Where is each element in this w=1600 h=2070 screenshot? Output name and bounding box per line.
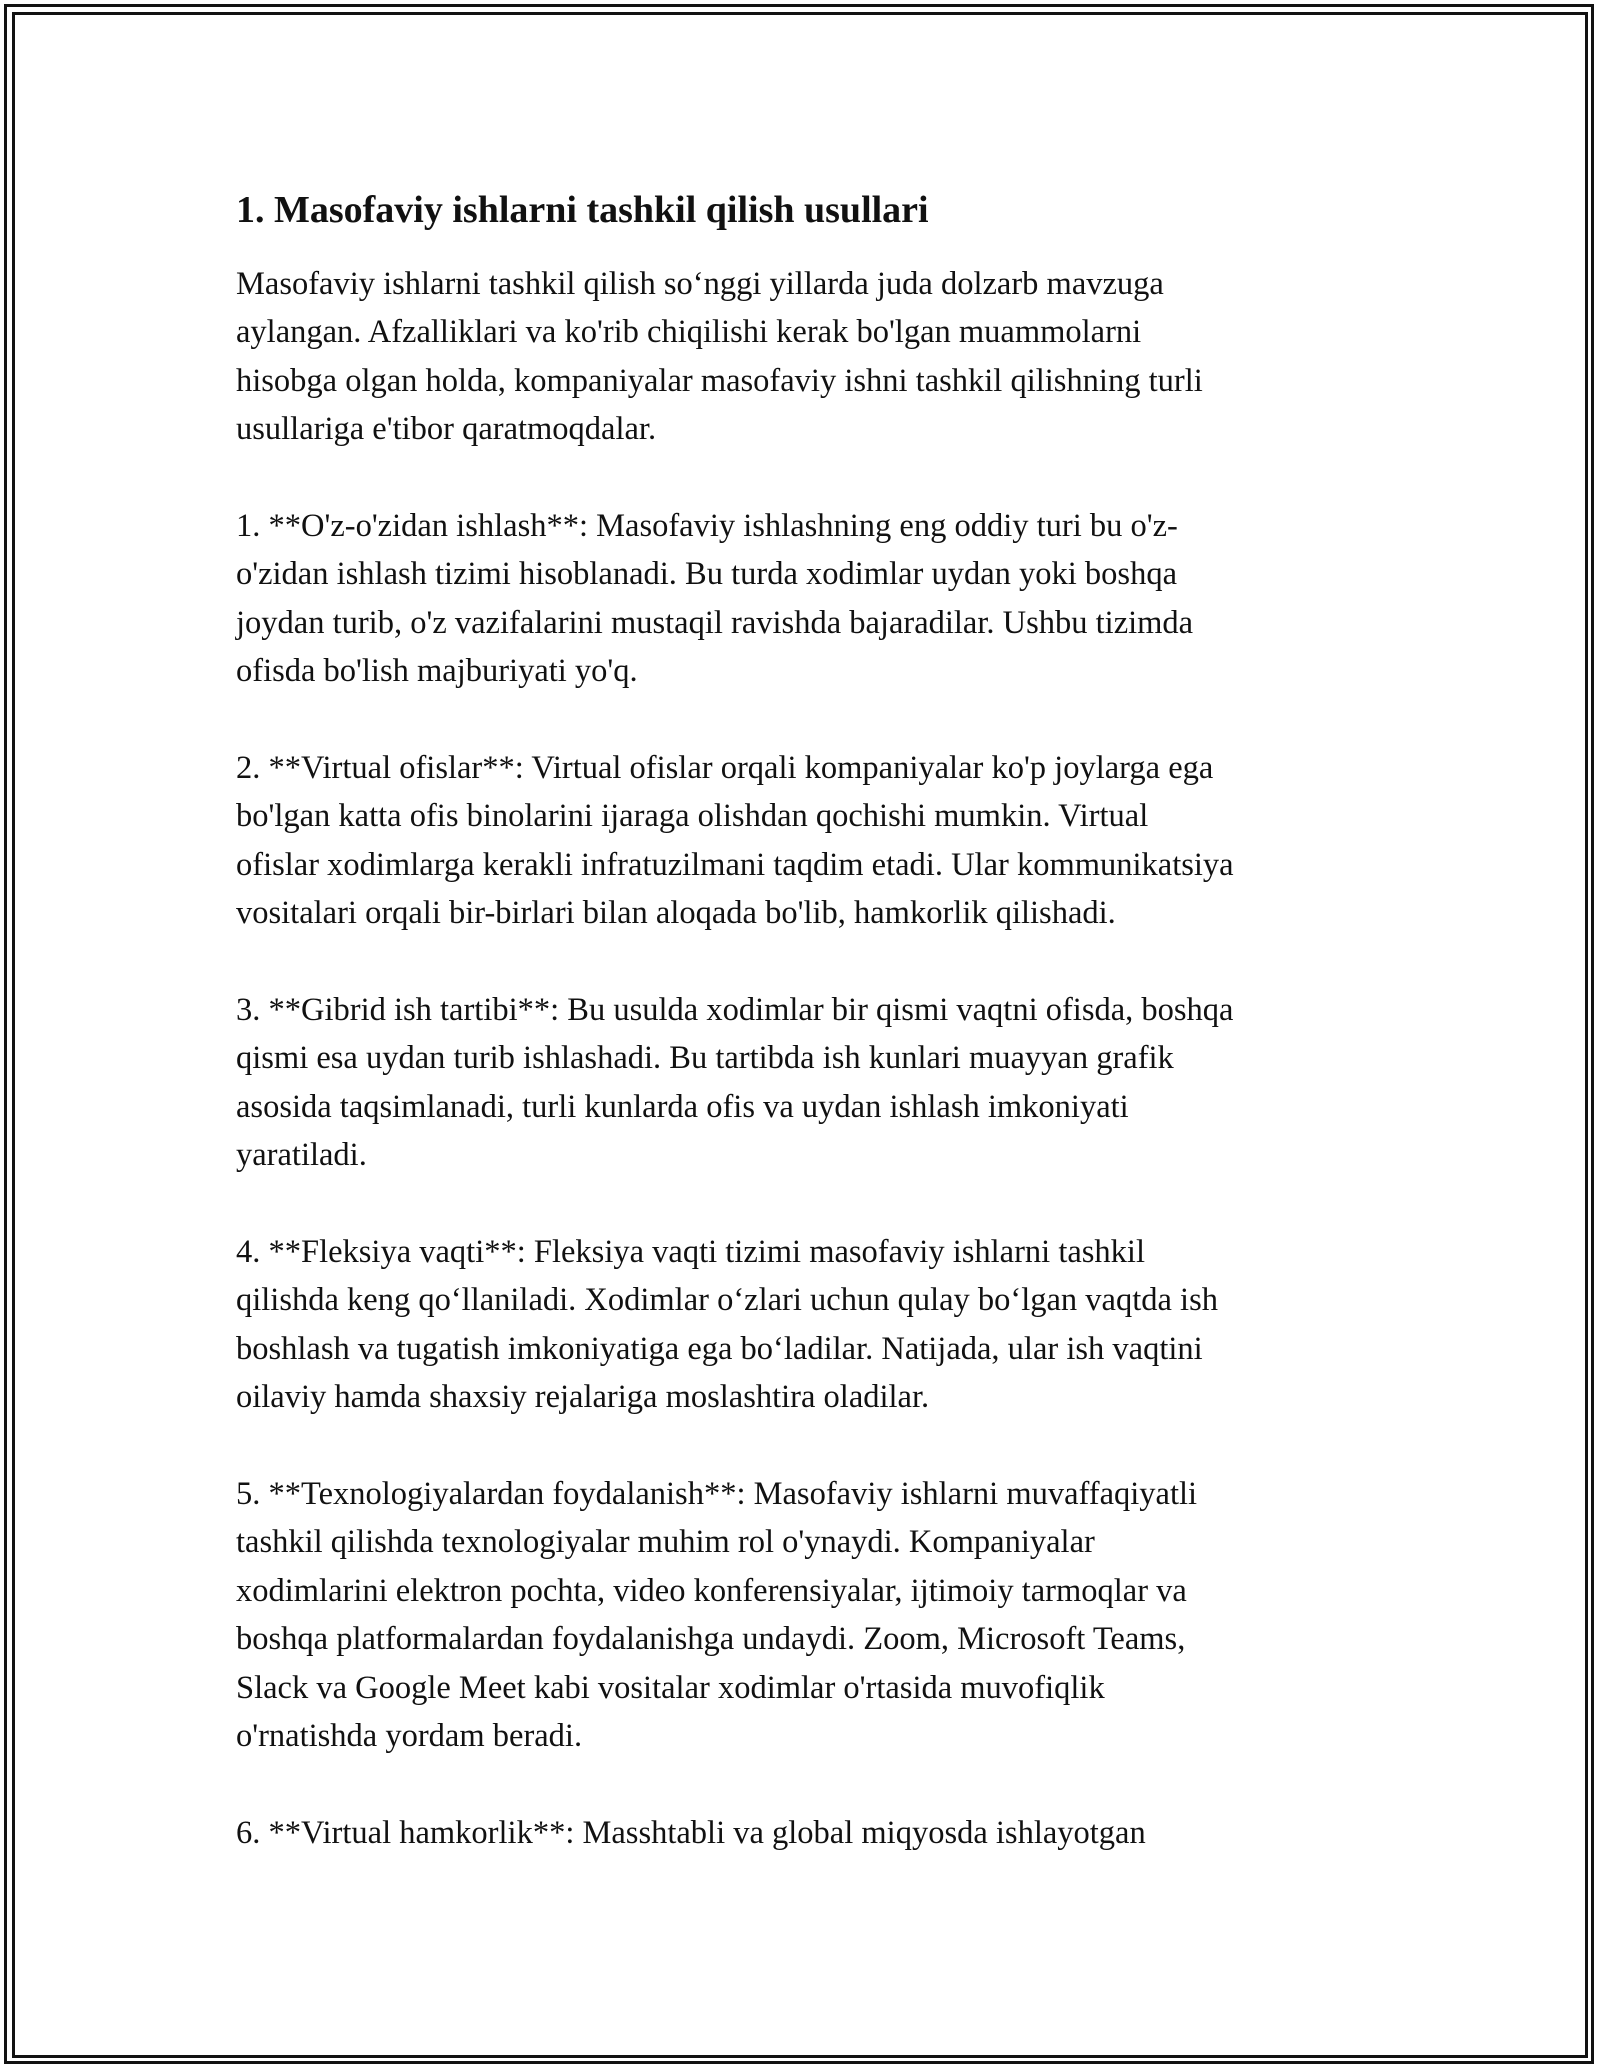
text-line: o'rnatishda yordam beradi. — [236, 1718, 583, 1755]
text-line: joydan turib, o'z vazifalarini mustaqil ravishda bajaradilar. Ushbu tizimda — [236, 604, 1194, 641]
text-line: qilishda keng qo‘llaniladi. Xodimlar o‘zlari uchun qulay bo‘lgan vaqtda ish — [236, 1282, 1218, 1319]
text-line: ofisda bo'lish majburiyati yo'q. — [236, 653, 638, 690]
list-item-paragraph — [236, 1228, 1366, 1422]
text-line: bo'lgan katta ofis binolarini ijaraga olishdan qochishi mumkin. Virtual — [236, 798, 1149, 835]
intro-paragraph — [236, 260, 1366, 454]
text-line: asosida taqsimlanadi, turli kunlarda ofis va uydan ishlash imkoniyati — [236, 1088, 1129, 1125]
text-line: 3. **Gibrid ish tartibi**: Bu usulda xodimlar bir qismi vaqtni ofisda, boshqa — [236, 992, 1234, 1029]
list-item-paragraph — [236, 502, 1366, 696]
text-line: o'zidan ishlash tizimi hisoblanadi. Bu turda xodimlar uydan yoki boshqa — [236, 556, 1177, 593]
text-line: aylangan. Afzalliklari va ko'rib chiqilishi kerak bo'lgan muammolarni — [236, 314, 1142, 351]
list-item-paragraph — [236, 986, 1366, 1180]
text-line: vositalari orqali bir-birlari bilan aloqada bo'lib, hamkorlik qilishadi. — [236, 895, 1116, 932]
text-line: hisobga olgan holda, kompaniyalar masofaviy ishni tashkil qilishning turli — [236, 362, 1203, 399]
text-line: 6. **Virtual hamkorlik**: Masshtabli va global miqyosda ishlayotgan — [236, 1814, 1146, 1851]
text-line: 2. **Virtual ofislar**: Virtual ofislar orqali kompaniyalar ko'p joylarga ega — [236, 750, 1214, 787]
text-line: oilaviy hamda shaxsiy rejalariga moslashtira oladilar. — [236, 1379, 930, 1416]
text-line: boshqa platformalardan foydalanishga undaydi. Zoom, Microsoft Teams, — [236, 1621, 1186, 1658]
text-line: xodimlarini elektron pochta, video konferensiyalar, ijtimoiy tarmoqlar va — [236, 1572, 1187, 1609]
text-line: yaratiladi. — [236, 1137, 367, 1174]
text-line: usullariga e'tibor qaratmoqdalar. — [236, 411, 657, 448]
text-line: 4. **Fleksiya vaqti**: Fleksiya vaqti tizimi masofaviy ishlarni tashkil — [236, 1234, 1145, 1271]
list-item-paragraph — [236, 744, 1366, 938]
document-body — [236, 186, 1366, 1857]
text-line: qismi esa uydan turib ishlashadi. Bu tartibda ish kunlari muayyan grafik — [236, 1040, 1174, 1077]
text-line: boshlash va tugatish imkoniyatiga ega bo‘ladilar. Natijada, ular ish vaqtini — [236, 1330, 1203, 1367]
document-title: 1. Masofaviy ishlarni tashkil qilish usullari — [236, 189, 929, 231]
text-line: tashkil qilishda texnologiyalar muhim rol o'ynaydi. Kompaniyalar — [236, 1524, 1095, 1561]
text-line: ofislar xodimlarga kerakli infratuzilmani taqdim etadi. Ular kommunikatsiya — [236, 846, 1234, 883]
list-item-paragraph — [236, 1470, 1366, 1760]
text-line: 1. **O'z-o'zidan ishlash**: Masofaviy ishlashning eng oddiy turi bu o'z- — [236, 508, 1178, 545]
text-line: 5. **Texnologiyalardan foydalanish**: Masofaviy ishlarni muvaffaqiyatli — [236, 1476, 1198, 1513]
text-line: Masofaviy ishlarni tashkil qilish so‘nggi yillarda juda dolzarb mavzuga — [236, 266, 1164, 302]
list-item-paragraph — [236, 1809, 1366, 1857]
text-line: Slack va Google Meet kabi vositalar xodimlar o'rtasida muvofiqlik — [236, 1669, 1105, 1706]
